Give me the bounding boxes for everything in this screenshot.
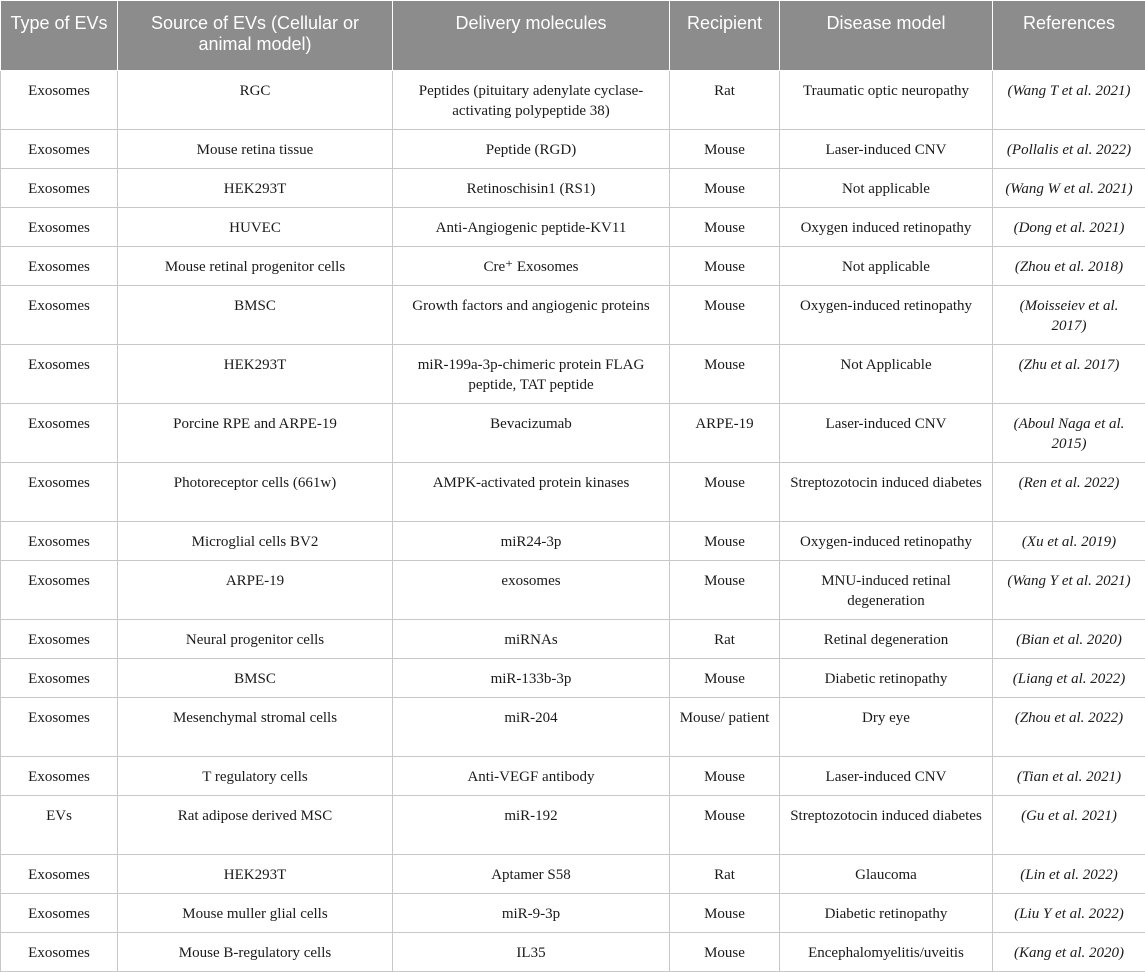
cell-molecules: miR24-3p: [393, 522, 670, 561]
cell-reference: (Zhou et al. 2022): [993, 698, 1145, 757]
cell-disease: Retinal degeneration: [780, 620, 993, 659]
cell-disease: Glaucoma: [780, 855, 993, 894]
cell-recipient: Rat: [670, 855, 780, 894]
cell-reference: (Wang W et al. 2021): [993, 169, 1145, 208]
cell-disease: MNU-induced retinal degeneration: [780, 561, 993, 620]
cell-recipient: Mouse: [670, 796, 780, 855]
cell-disease: Diabetic retinopathy: [780, 894, 993, 933]
cell-type: Exosomes: [1, 247, 118, 286]
cell-type: Exosomes: [1, 463, 118, 522]
cell-disease: Laser-induced CNV: [780, 130, 993, 169]
cell-molecules: miR-199a-3p-chimeric protein FLAG peptide, TAT peptide: [393, 345, 670, 404]
cell-source: Mouse B-regulatory cells: [118, 933, 393, 972]
cell-type: Exosomes: [1, 286, 118, 345]
cell-recipient: Rat: [670, 71, 780, 130]
cell-reference: (Wang Y et al. 2021): [993, 561, 1145, 620]
cell-recipient: Mouse: [670, 208, 780, 247]
cell-molecules: Growth factors and angiogenic proteins: [393, 286, 670, 345]
cell-reference: (Liu Y et al. 2022): [993, 894, 1145, 933]
cell-type: Exosomes: [1, 894, 118, 933]
cell-molecules: miR-204: [393, 698, 670, 757]
cell-type: Exosomes: [1, 169, 118, 208]
table-row: [1, 71, 1145, 130]
cell-molecules: AMPK-activated protein kinases: [393, 463, 670, 522]
table-row: [1, 404, 1145, 463]
table-row: [1, 208, 1145, 247]
cell-disease: Oxygen-induced retinopathy: [780, 286, 993, 345]
cell-source: HEK293T: [118, 345, 393, 404]
table-row: [1, 463, 1145, 522]
cell-recipient: Mouse: [670, 130, 780, 169]
table-row: [1, 620, 1145, 659]
cell-disease: Not Applicable: [780, 345, 993, 404]
cell-source: Microglial cells BV2: [118, 522, 393, 561]
col-header-disease: Disease model: [780, 1, 993, 71]
cell-recipient: Mouse: [670, 169, 780, 208]
cell-source: Mesenchymal stromal cells: [118, 698, 393, 757]
cell-reference: (Tian et al. 2021): [993, 757, 1145, 796]
table-row: [1, 796, 1145, 855]
cell-reference: (Lin et al. 2022): [993, 855, 1145, 894]
cell-type: Exosomes: [1, 130, 118, 169]
cell-recipient: ARPE-19: [670, 404, 780, 463]
table-row: [1, 247, 1145, 286]
cell-disease: Laser-induced CNV: [780, 757, 993, 796]
cell-reference: (Pollalis et al. 2022): [993, 130, 1145, 169]
cell-source: ARPE-19: [118, 561, 393, 620]
cell-disease: Not applicable: [780, 247, 993, 286]
cell-disease: Not applicable: [780, 169, 993, 208]
table-header: [1, 1, 1145, 71]
cell-type: Exosomes: [1, 933, 118, 972]
cell-disease: Dry eye: [780, 698, 993, 757]
cell-molecules: Cre⁺ Exosomes: [393, 247, 670, 286]
cell-recipient: Mouse: [670, 757, 780, 796]
cell-recipient: Mouse: [670, 933, 780, 972]
cell-molecules: exosomes: [393, 561, 670, 620]
header-row: [1, 1, 1145, 71]
cell-recipient: Mouse: [670, 894, 780, 933]
cell-reference: (Aboul Naga et al. 2015): [993, 404, 1145, 463]
cell-type: Exosomes: [1, 404, 118, 463]
table-row: [1, 894, 1145, 933]
table-row: [1, 698, 1145, 757]
table-body: [1, 71, 1145, 972]
cell-reference: (Ren et al. 2022): [993, 463, 1145, 522]
table-row: [1, 169, 1145, 208]
cell-recipient: Mouse/ patient: [670, 698, 780, 757]
cell-reference: (Kang et al. 2020): [993, 933, 1145, 972]
cell-source: Mouse muller glial cells: [118, 894, 393, 933]
col-header-molecules: Delivery molecules: [393, 1, 670, 71]
cell-recipient: Mouse: [670, 561, 780, 620]
cell-source: Neural progenitor cells: [118, 620, 393, 659]
cell-disease: Diabetic retinopathy: [780, 659, 993, 698]
cell-source: Mouse retina tissue: [118, 130, 393, 169]
cell-disease: Oxygen induced retinopathy: [780, 208, 993, 247]
cell-recipient: Mouse: [670, 463, 780, 522]
cell-molecules: Aptamer S58: [393, 855, 670, 894]
cell-source: Porcine RPE and ARPE-19: [118, 404, 393, 463]
table-row: [1, 855, 1145, 894]
col-header-type: Type of EVs: [1, 1, 118, 71]
cell-source: BMSC: [118, 286, 393, 345]
table-row: [1, 522, 1145, 561]
cell-disease: Laser-induced CNV: [780, 404, 993, 463]
cell-molecules: Bevacizumab: [393, 404, 670, 463]
cell-source: Rat adipose derived MSC: [118, 796, 393, 855]
cell-type: Exosomes: [1, 620, 118, 659]
cell-molecules: Anti-VEGF antibody: [393, 757, 670, 796]
cell-type: Exosomes: [1, 522, 118, 561]
cell-molecules: miR-133b-3p: [393, 659, 670, 698]
cell-recipient: Mouse: [670, 286, 780, 345]
cell-disease: Traumatic optic neuropathy: [780, 71, 993, 130]
cell-reference: (Dong et al. 2021): [993, 208, 1145, 247]
cell-disease: Oxygen-induced retinopathy: [780, 522, 993, 561]
cell-reference: (Wang T et al. 2021): [993, 71, 1145, 130]
cell-source: HEK293T: [118, 169, 393, 208]
cell-type: Exosomes: [1, 208, 118, 247]
cell-molecules: Peptides (pituitary adenylate cyclase-activating polypeptide 38): [393, 71, 670, 130]
cell-disease: Encephalomyelitis/uveitis: [780, 933, 993, 972]
table-row: [1, 933, 1145, 972]
cell-source: HUVEC: [118, 208, 393, 247]
cell-recipient: Mouse: [670, 345, 780, 404]
cell-source: T regulatory cells: [118, 757, 393, 796]
cell-recipient: Mouse: [670, 522, 780, 561]
cell-molecules: miRNAs: [393, 620, 670, 659]
cell-source: Mouse retinal progenitor cells: [118, 247, 393, 286]
cell-reference: (Bian et al. 2020): [993, 620, 1145, 659]
cell-reference: (Liang et al. 2022): [993, 659, 1145, 698]
cell-disease: Streptozotocin induced diabetes: [780, 796, 993, 855]
cell-type: Exosomes: [1, 561, 118, 620]
cell-type: Exosomes: [1, 345, 118, 404]
table-row: [1, 345, 1145, 404]
cell-molecules: miR-192: [393, 796, 670, 855]
table-row: [1, 757, 1145, 796]
cell-type: Exosomes: [1, 71, 118, 130]
cell-source: HEK293T: [118, 855, 393, 894]
cell-reference: (Gu et al. 2021): [993, 796, 1145, 855]
cell-recipient: Rat: [670, 620, 780, 659]
col-header-references: References: [993, 1, 1145, 71]
cell-molecules: Peptide (RGD): [393, 130, 670, 169]
table-row: [1, 130, 1145, 169]
cell-reference: (Zhou et al. 2018): [993, 247, 1145, 286]
cell-type: EVs: [1, 796, 118, 855]
cell-molecules: Retinoschisin1 (RS1): [393, 169, 670, 208]
table-row: [1, 286, 1145, 345]
cell-molecules: Anti-Angiogenic peptide-KV11: [393, 208, 670, 247]
cell-molecules: IL35: [393, 933, 670, 972]
cell-reference: (Zhu et al. 2017): [993, 345, 1145, 404]
cell-disease: Streptozotocin induced diabetes: [780, 463, 993, 522]
table-row: [1, 561, 1145, 620]
cell-molecules: miR-9-3p: [393, 894, 670, 933]
cell-type: Exosomes: [1, 855, 118, 894]
cell-reference: (Xu et al. 2019): [993, 522, 1145, 561]
col-header-recipient: Recipient: [670, 1, 780, 71]
cell-source: BMSC: [118, 659, 393, 698]
cell-type: Exosomes: [1, 659, 118, 698]
cell-type: Exosomes: [1, 698, 118, 757]
cell-source: RGC: [118, 71, 393, 130]
table-row: [1, 659, 1145, 698]
cell-source: Photoreceptor cells (661w): [118, 463, 393, 522]
cell-recipient: Mouse: [670, 659, 780, 698]
col-header-source: Source of EVs (Cellular or animal model): [118, 1, 393, 71]
cell-type: Exosomes: [1, 757, 118, 796]
cell-reference: (Moisseiev et al. 2017): [993, 286, 1145, 345]
cell-recipient: Mouse: [670, 247, 780, 286]
